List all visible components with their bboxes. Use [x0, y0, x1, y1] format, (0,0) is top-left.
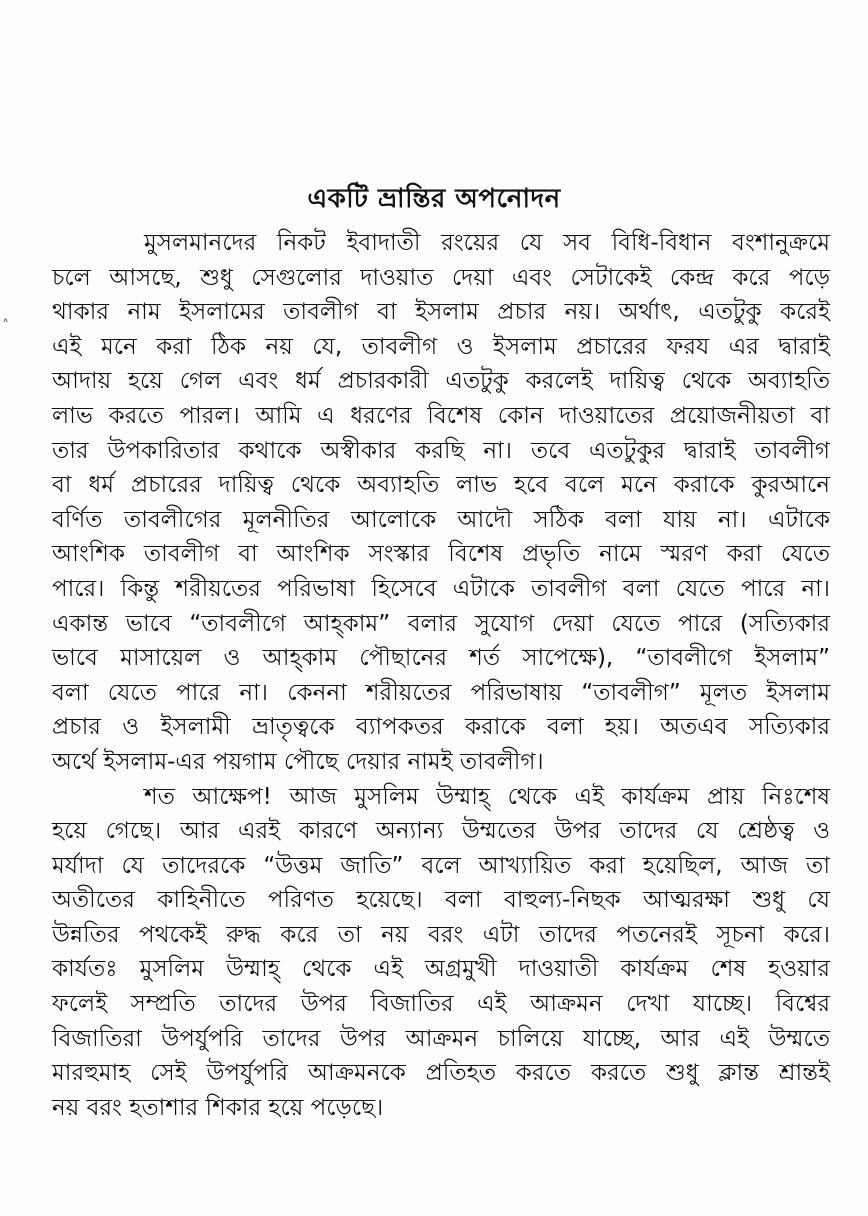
paragraph-1-line: বলা যেতে পারে না। কেননা শরীয়তের পরিভাষায় “তাবলীগ” মূলত ইসলাম	[52, 679, 830, 706]
paragraph-2-line: অতীতের কাহিনীতে পরিণত হয়েছে। বলা বাহুল্য-নিছক আত্মরক্ষা শুধু যে	[52, 887, 830, 914]
paragraph-2-line: মর্যাদা যে তাদেরকে “উত্তম জাতি” বলে আখ্যায়িত করা হয়েছিল, আজ তা	[52, 852, 830, 879]
paragraph-2-line: বিজাতিরা উপর্যুপরি তাদের উপর আক্রমন চালিয়ে যাচ্ছে, আর এই উম্মতে	[52, 1025, 830, 1052]
paragraph-2-line: নয় বরং হতাশার শিকার হয়ে পড়েছে।	[52, 1094, 384, 1121]
page-title: একটি ভ্রান্তির অপনোদন	[307, 184, 561, 214]
paragraph-1-line: বর্ণিত তাবলীগের মূলনীতির আলোকে আদৌ সঠিক বলা যায় না। এটাকে	[52, 506, 830, 533]
paragraph-1-line: থাকার নাম ইসলামের তাবলীগ বা ইসলাম প্রচার নয়। অর্থাৎ, এতটুকু করেই	[52, 299, 830, 326]
paragraph-2-line: ফলেই সম্প্রতি তাদের উপর বিজাতির এই আক্রমন দেখা যাচ্ছে। বিশ্বের	[52, 991, 830, 1018]
paragraph-2-line: উন্নতির পথকেই রুদ্ধ করে তা নয় বরং এটা তাদের পতনেরই সূচনা করে।	[52, 921, 830, 948]
paragraph-1-line: বা ধর্ম প্রচারের দায়িত্ব থেকে অব্যাহতি লাভ হবে বলে মনে করাকে কুরআনে	[52, 472, 830, 499]
paragraph-1-line: আদায় হয়ে গেল এবং ধর্ম প্রচারকারী এতটুকু করলেই দায়িত্ব থেকে অব্যাহতি	[52, 368, 830, 395]
paragraph-1-line: এই মনে করা ঠিক নয় যে, তাবলীগ ও ইসলাম প্রচারের ফরয এর দ্বারাই	[52, 333, 830, 360]
paragraph-1-line: ভাবে মাসায়েল ও আহ্কাম পৌছানের শর্ত সাপেক্ষে), “তাবলীগে ইসলাম”	[52, 645, 830, 672]
paragraph-1-line: অর্থে ইসলাম-এর পয়গাম পৌছে দেয়ার নামই তাবলীগ।	[52, 748, 544, 775]
paragraph-1-line: চলে আসছে, শুধু সেগুলোর দাওয়াত দেয়া এবং সেটাকেই কেন্দ্র করে পড়ে	[52, 264, 830, 291]
paragraph-1-line: পারে। কিন্তু শরীয়তের পরিভাষা হিসেবে এটাকে তাবলীগ বলা যেতে পারে না।	[52, 575, 830, 602]
paragraph-2-line: শত আক্ষেপ! আজ মুসলিম উম্মাহ্ থেকে এই কার্যক্রম প্রায় নিঃশেষ	[144, 783, 830, 810]
paragraph-1-line: একান্ত ভাবে “তাবলীগে আহ্কাম” বলার সুযোগ দেয়া যেতে পারে (সত্যিকার	[52, 610, 830, 637]
paragraph-1-line: লাভ করতে পারল। আমি এ ধরণের বিশেষ কোন দাওয়াতের প্রয়োজনীয়তা বা	[52, 402, 830, 429]
paragraph-2-line: কার্যতঃ মুসলিম উম্মাহ্ থেকে এই অগ্রমুখী দাওয়াতী কার্যক্রম শেষ হওয়ার	[52, 956, 830, 983]
paragraph-2-line: হয়ে গেছে। আর এরই কারণে অন্যান্য উম্মতের উপর তাদের যে শ্রেষ্ঠত্ব ও	[52, 818, 830, 845]
paragraph-2-line: মারহুমাহ সেই উপর্যুপরি আক্রমনকে প্রতিহত করতে করতে শুধু ক্লান্ত শ্রান্তই	[52, 1060, 830, 1087]
paragraph-1-line: প্রচার ও ইসলামী ভ্রাতৃত্বকে ব্যাপকতর করাকে বলা হয়। অতএব সত্যিকার	[52, 714, 830, 741]
paragraph-1-line: আংশিক তাবলীগ বা আংশিক সংস্কার বিশেষ প্রভৃতি নামে স্মরণ করা যেতে	[52, 541, 830, 568]
paragraph-1-line: তার উপকারিতার কথাকে অস্বীকার করছি না। তবে এতটুকুর দ্বারাই তাবলীগ	[52, 437, 830, 464]
paragraph-1-line: মুসলমানদের নিকট ইবাদাতী রংয়ের যে সব বিধি-বিধান বংশানুক্রমে	[144, 230, 830, 256]
body-text	[52, 226, 830, 1125]
margin-mark: ˄	[2, 318, 9, 334]
